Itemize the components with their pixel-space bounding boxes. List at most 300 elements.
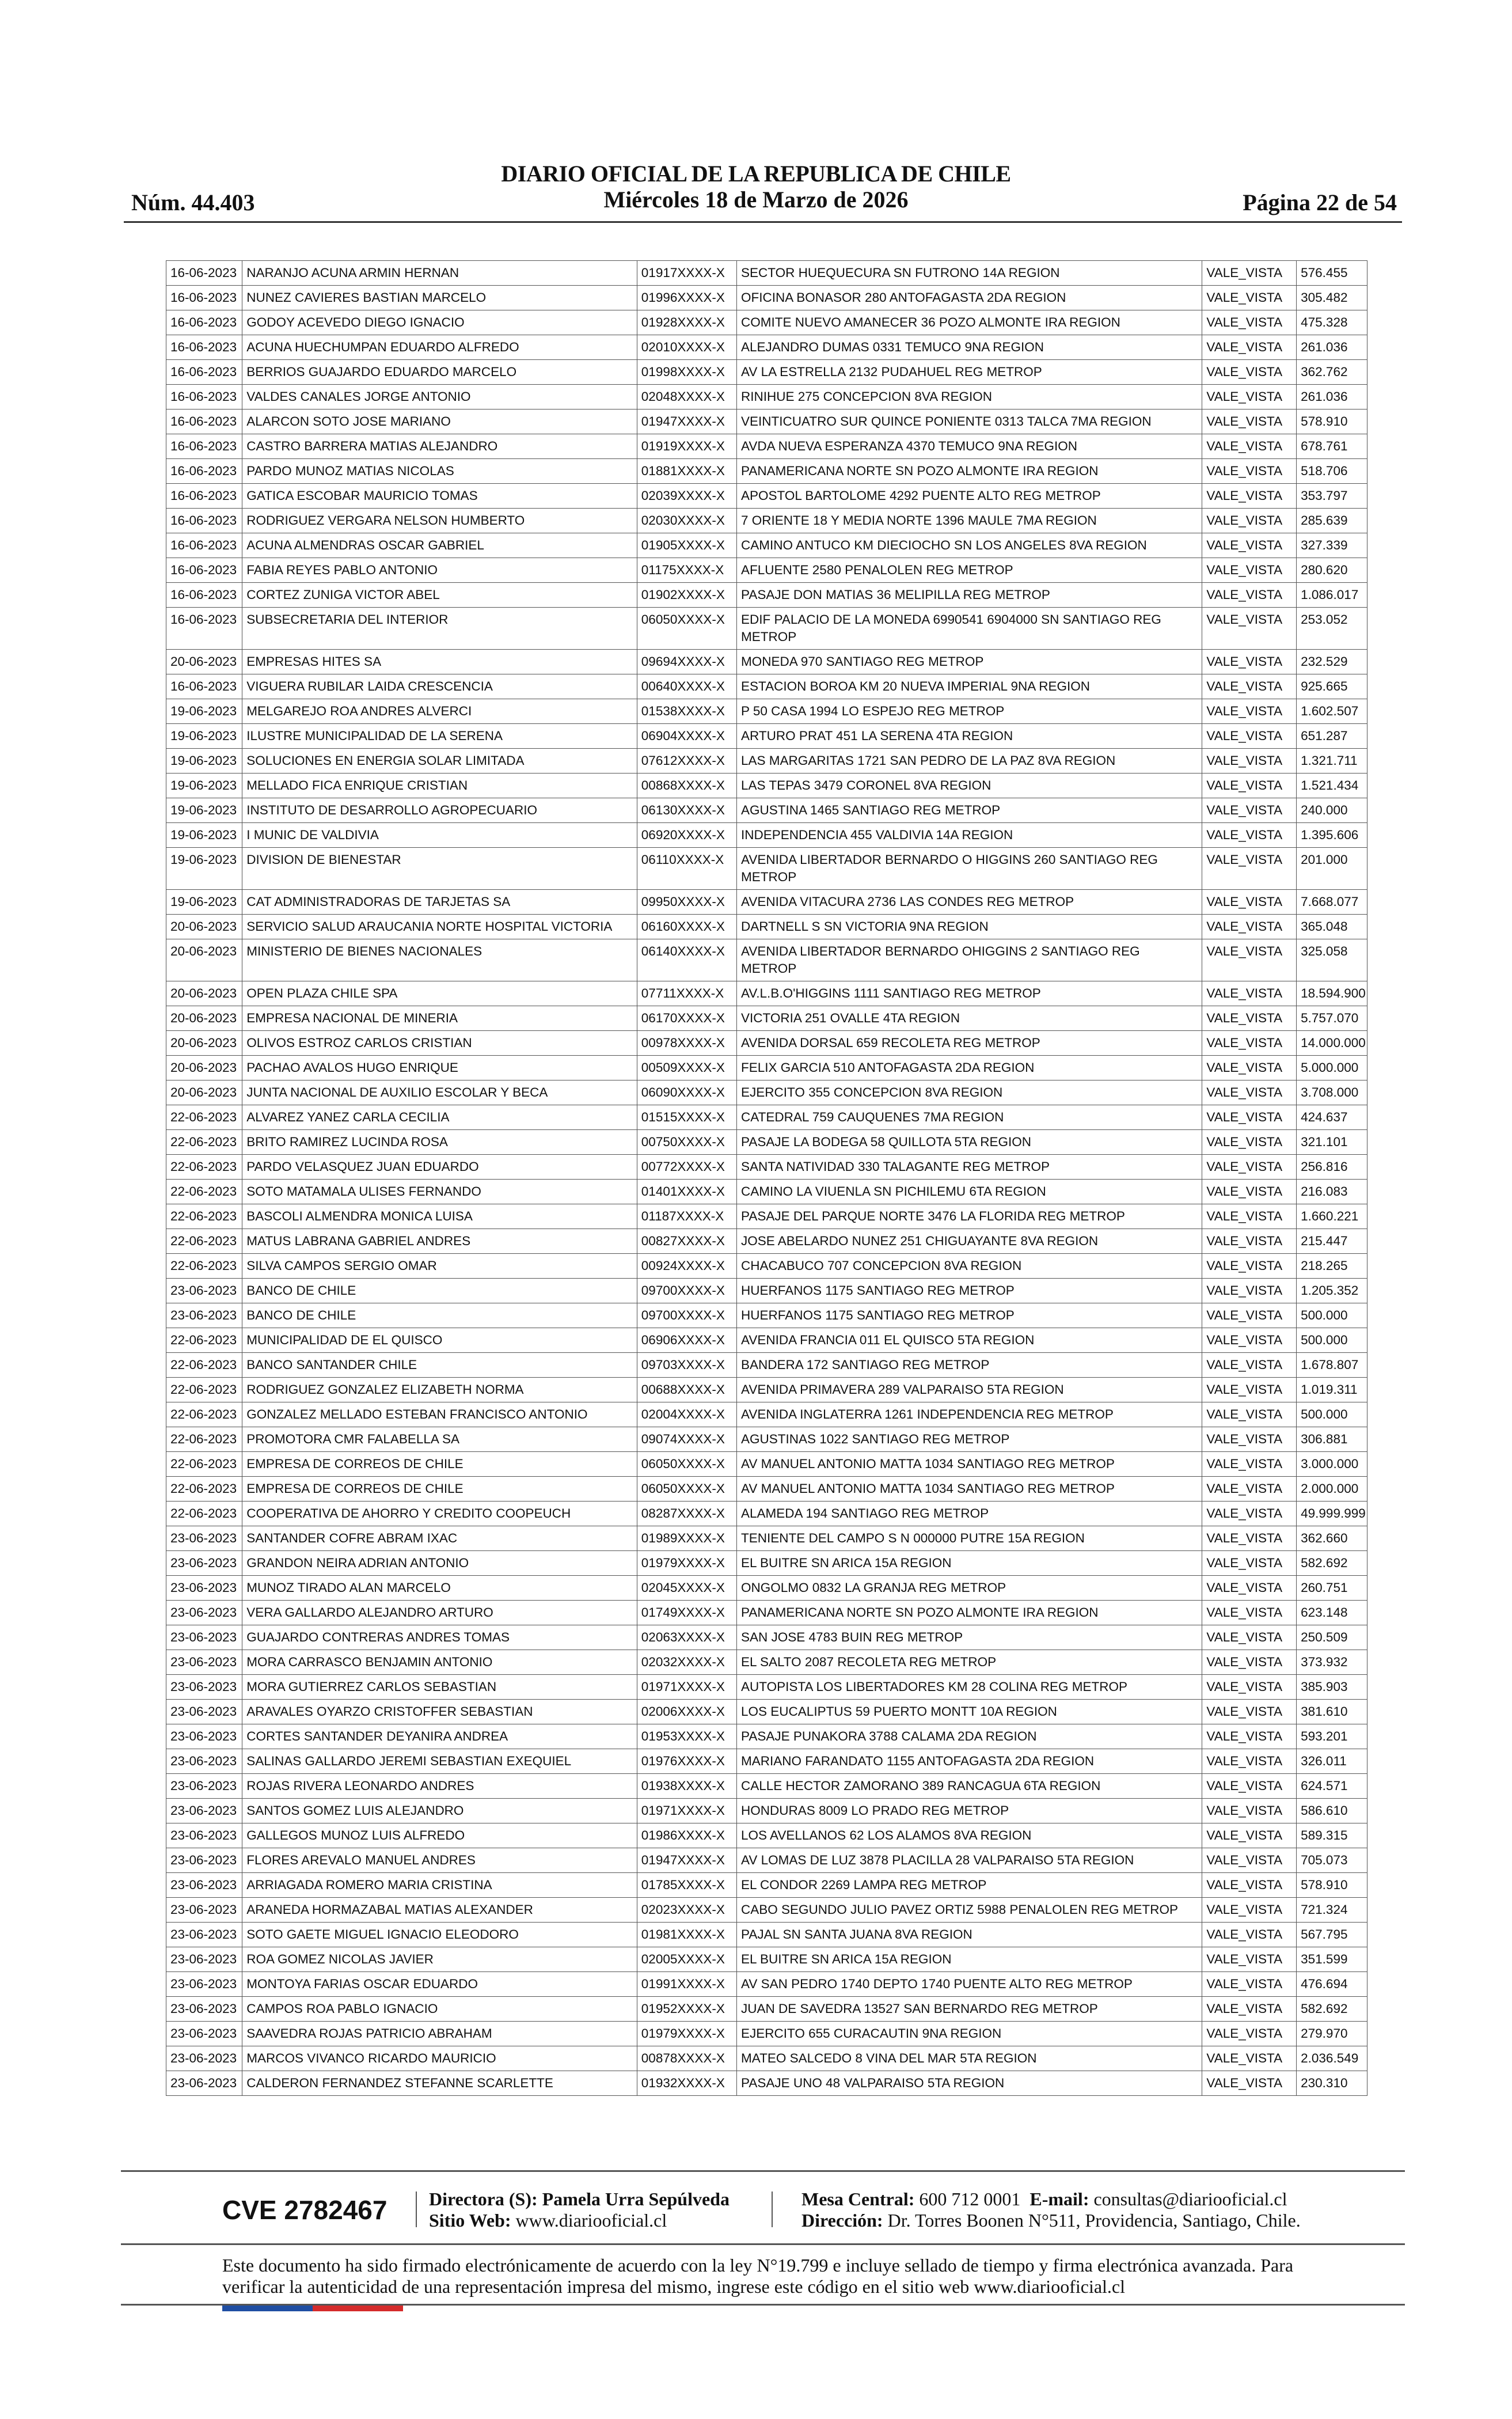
payment-type-cell: VALE_VISTA [1202, 1724, 1297, 1749]
address-cell: AV LOMAS DE LUZ 3878 PLACILLA 28 VALPARAISO 5TA REGION [737, 1848, 1202, 1873]
name-cell: VERA GALLARDO ALEJANDRO ARTURO [242, 1601, 637, 1625]
rut-cell: 01991XXXX-X [637, 1972, 736, 1997]
table-row [166, 699, 1367, 724]
amount-cell: 1.321.711 [1297, 749, 1367, 774]
address-cell: PASAJE UNO 48 VALPARAISO 5TA REGION [737, 2071, 1202, 2096]
address-cell: VEINTICUATRO SUR QUINCE PONIENTE 0313 TALCA 7MA REGION [737, 410, 1202, 434]
rut-cell: 06906XXXX-X [637, 1328, 736, 1353]
amount-cell: 256.816 [1297, 1155, 1367, 1180]
rut-cell: 00688XXXX-X [637, 1378, 736, 1402]
address-cell: EDIF PALACIO DE LA MONEDA 6990541 6904000 SN SANTIAGO REG METROP [737, 608, 1202, 650]
payment-type-cell: VALE_VISTA [1202, 2022, 1297, 2046]
table-row [166, 1848, 1367, 1873]
rut-cell: 01952XXXX-X [637, 1997, 736, 2022]
address-cell: EJERCITO 355 CONCEPCION 8VA REGION [737, 1080, 1202, 1105]
date-cell: 16-06-2023 [166, 509, 242, 533]
amount-cell: 705.073 [1297, 1848, 1367, 1873]
date-cell: 16-06-2023 [166, 434, 242, 459]
rut-cell: 06050XXXX-X [637, 1477, 736, 1502]
amount-cell: 351.599 [1297, 1947, 1367, 1972]
address-cell: EL BUITRE SN ARICA 15A REGION [737, 1551, 1202, 1576]
address-cell: AV LA ESTRELLA 2132 PUDAHUEL REG METROP [737, 360, 1202, 385]
name-cell: GALLEGOS MUNOZ LUIS ALFREDO [242, 1823, 637, 1848]
table-row [166, 558, 1367, 583]
rut-cell: 02006XXXX-X [637, 1700, 736, 1724]
rut-cell: 09703XXXX-X [637, 1353, 736, 1378]
rut-cell: 01979XXXX-X [637, 1551, 736, 1576]
amount-cell: 306.881 [1297, 1427, 1367, 1452]
amount-cell: 362.660 [1297, 1526, 1367, 1551]
address-cell: PASAJE PUNAKORA 3788 CALAMA 2DA REGION [737, 1724, 1202, 1749]
rut-cell: 06904XXXX-X [637, 724, 736, 749]
rut-cell: 06050XXXX-X [637, 1452, 736, 1477]
payment-type-cell: VALE_VISTA [1202, 1402, 1297, 1427]
amount-cell: 475.328 [1297, 310, 1367, 335]
amount-cell: 721.324 [1297, 1898, 1367, 1923]
table-row [166, 823, 1367, 848]
payment-type-cell: VALE_VISTA [1202, 385, 1297, 410]
name-cell: VALDES CANALES JORGE ANTONIO [242, 385, 637, 410]
payment-type-cell: VALE_VISTA [1202, 484, 1297, 509]
payment-type-cell: VALE_VISTA [1202, 360, 1297, 385]
name-cell: CAMPOS ROA PABLO IGNACIO [242, 1997, 637, 2022]
name-cell: CORTES SANTANDER DEYANIRA ANDREA [242, 1724, 637, 1749]
date-cell: 23-06-2023 [166, 1799, 242, 1823]
date-cell: 23-06-2023 [166, 1700, 242, 1724]
payment-type-cell: VALE_VISTA [1202, 724, 1297, 749]
flag-blue-band [222, 2306, 313, 2311]
name-cell: MUNOZ TIRADO ALAN MARCELO [242, 1576, 637, 1601]
date-cell: 23-06-2023 [166, 1749, 242, 1774]
payment-type-cell: VALE_VISTA [1202, 2071, 1297, 2096]
rut-cell: 01902XXXX-X [637, 583, 736, 608]
address-cell: AVENIDA VITACURA 2736 LAS CONDES REG METROP [737, 890, 1202, 915]
date-cell: 20-06-2023 [166, 939, 242, 981]
table-row [166, 2071, 1367, 2096]
name-cell: JUNTA NACIONAL DE AUXILIO ESCOLAR Y BECA [242, 1080, 637, 1105]
amount-cell: 567.795 [1297, 1923, 1367, 1947]
address-cell: ALEJANDRO DUMAS 0331 TEMUCO 9NA REGION [737, 335, 1202, 360]
amount-cell: 3.708.000 [1297, 1080, 1367, 1105]
table-row [166, 1774, 1367, 1799]
date-cell: 22-06-2023 [166, 1427, 242, 1452]
name-cell: NARANJO ACUNA ARMIN HERNAN [242, 261, 637, 286]
payment-type-cell: VALE_VISTA [1202, 261, 1297, 286]
date-cell: 23-06-2023 [166, 1997, 242, 2022]
address-cell: MONEDA 970 SANTIAGO REG METROP [737, 650, 1202, 674]
table-row [166, 1823, 1367, 1848]
date-cell: 23-06-2023 [166, 1923, 242, 1947]
date-cell: 16-06-2023 [166, 484, 242, 509]
table-row [166, 1997, 1367, 2022]
amount-cell: 500.000 [1297, 1328, 1367, 1353]
rut-cell: 02045XXXX-X [637, 1576, 736, 1601]
date-cell: 19-06-2023 [166, 749, 242, 774]
address-cell: ARTURO PRAT 451 LA SERENA 4TA REGION [737, 724, 1202, 749]
web-label: Sitio Web: [429, 2210, 511, 2231]
amount-cell: 279.970 [1297, 2022, 1367, 2046]
address-cell: PASAJE DON MATIAS 36 MELIPILLA REG METROP [737, 583, 1202, 608]
rut-cell: 01979XXXX-X [637, 2022, 736, 2046]
address-cell: CABO SEGUNDO JULIO PAVEZ ORTIZ 5988 PENALOLEN REG METROP [737, 1898, 1202, 1923]
amount-cell: 623.148 [1297, 1601, 1367, 1625]
date-cell: 16-06-2023 [166, 410, 242, 434]
date-cell: 22-06-2023 [166, 1502, 242, 1526]
payment-type-cell: VALE_VISTA [1202, 1229, 1297, 1254]
amount-cell: 373.932 [1297, 1650, 1367, 1675]
address-cell: BANDERA 172 SANTIAGO REG METROP [737, 1353, 1202, 1378]
rut-cell: 01187XXXX-X [637, 1204, 736, 1229]
date-cell: 22-06-2023 [166, 1452, 242, 1477]
date-cell: 23-06-2023 [166, 1898, 242, 1923]
name-cell: ARANEDA HORMAZABAL MATIAS ALEXANDER [242, 1898, 637, 1923]
name-cell: MELGAREJO ROA ANDRES ALVERCI [242, 699, 637, 724]
rut-cell: 01947XXXX-X [637, 410, 736, 434]
amount-cell: 3.000.000 [1297, 1452, 1367, 1477]
date-cell: 20-06-2023 [166, 650, 242, 674]
amount-cell: 321.101 [1297, 1130, 1367, 1155]
name-cell: PACHAO AVALOS HUGO ENRIQUE [242, 1056, 637, 1080]
date-cell: 22-06-2023 [166, 1130, 242, 1155]
name-cell: SOLUCIONES EN ENERGIA SOLAR LIMITADA [242, 749, 637, 774]
date-cell: 20-06-2023 [166, 1006, 242, 1031]
table-row [166, 261, 1367, 286]
amount-cell: 1.019.311 [1297, 1378, 1367, 1402]
name-cell: GUAJARDO CONTRERAS ANDRES TOMAS [242, 1625, 637, 1650]
rut-cell: 01515XXXX-X [637, 1105, 736, 1130]
name-cell: ILUSTRE MUNICIPALIDAD DE LA SERENA [242, 724, 637, 749]
payment-type-cell: VALE_VISTA [1202, 1799, 1297, 1823]
table-row [166, 1700, 1367, 1724]
date-cell: 22-06-2023 [166, 1155, 242, 1180]
address-cell: LOS AVELLANOS 62 LOS ALAMOS 8VA REGION [737, 1823, 1202, 1848]
amount-cell: 1.660.221 [1297, 1204, 1367, 1229]
address-cell: FELIX GARCIA 510 ANTOFAGASTA 2DA REGION [737, 1056, 1202, 1080]
name-cell: BRITO RAMIREZ LUCINDA ROSA [242, 1130, 637, 1155]
amount-cell: 240.000 [1297, 798, 1367, 823]
rut-cell: 01947XXXX-X [637, 1848, 736, 1873]
address-cell: EL CONDOR 2269 LAMPA REG METROP [737, 1873, 1202, 1898]
payment-type-cell: VALE_VISTA [1202, 1452, 1297, 1477]
rut-cell: 01971XXXX-X [637, 1675, 736, 1700]
amount-cell: 385.903 [1297, 1675, 1367, 1700]
table-row [166, 1328, 1367, 1353]
name-cell: EMPRESA DE CORREOS DE CHILE [242, 1452, 637, 1477]
amount-cell: 1.086.017 [1297, 583, 1367, 608]
amount-cell: 353.797 [1297, 484, 1367, 509]
address-cell: SAN JOSE 4783 BUIN REG METROP [737, 1625, 1202, 1650]
date-cell: 19-06-2023 [166, 699, 242, 724]
amount-cell: 5.757.070 [1297, 1006, 1367, 1031]
rut-cell: 09694XXXX-X [637, 650, 736, 674]
payment-type-cell: VALE_VISTA [1202, 1254, 1297, 1279]
rut-cell: 01905XXXX-X [637, 533, 736, 558]
address-cell: PAJAL SN SANTA JUANA 8VA REGION [737, 1923, 1202, 1947]
date-cell: 16-06-2023 [166, 310, 242, 335]
payment-type-cell: VALE_VISTA [1202, 1898, 1297, 1923]
name-cell: MARCOS VIVANCO RICARDO MAURICIO [242, 2046, 637, 2071]
amount-cell: 925.665 [1297, 674, 1367, 699]
name-cell: MORA GUTIERREZ CARLOS SEBASTIAN [242, 1675, 637, 1700]
address-cell: OFICINA BONASOR 280 ANTOFAGASTA 2DA REGION [737, 286, 1202, 310]
amount-cell: 216.083 [1297, 1180, 1367, 1204]
name-cell: CALDERON FERNANDEZ STEFANNE SCARLETTE [242, 2071, 637, 2096]
address-cell: PANAMERICANA NORTE SN POZO ALMONTE IRA REGION [737, 1601, 1202, 1625]
date-cell: 23-06-2023 [166, 1303, 242, 1328]
payment-type-cell: VALE_VISTA [1202, 1130, 1297, 1155]
address-cell: AV.L.B.O'HIGGINS 1111 SANTIAGO REG METROP [737, 981, 1202, 1006]
payment-type-cell: VALE_VISTA [1202, 2046, 1297, 2071]
director-label: Directora (S): [429, 2189, 538, 2209]
payment-type-cell: VALE_VISTA [1202, 459, 1297, 484]
table-row [166, 1675, 1367, 1700]
table-row [166, 848, 1367, 890]
table-row [166, 749, 1367, 774]
date-cell: 20-06-2023 [166, 1080, 242, 1105]
address-cell: TENIENTE DEL CAMPO S N 000000 PUTRE 15A REGION [737, 1526, 1202, 1551]
newspaper-title: DIARIO OFICIAL DE LA REPUBLICA DE CHILE [501, 161, 1011, 187]
rut-cell: 01986XXXX-X [637, 1823, 736, 1848]
issue-number: Núm. 44.403 [131, 189, 255, 215]
footer-top-divider [121, 2170, 1405, 2172]
address-cell: AVENIDA LIBERTADOR BERNARDO OHIGGINS 2 SANTIAGO REG METROP [737, 939, 1202, 981]
payment-type-cell: VALE_VISTA [1202, 699, 1297, 724]
date-cell: 16-06-2023 [166, 360, 242, 385]
footer-mid-divider [121, 2243, 1405, 2245]
date-cell: 19-06-2023 [166, 798, 242, 823]
payment-type-cell: VALE_VISTA [1202, 890, 1297, 915]
table-row [166, 1601, 1367, 1625]
payment-type-cell: VALE_VISTA [1202, 1056, 1297, 1080]
address-cell: PANAMERICANA NORTE SN POZO ALMONTE IRA REGION [737, 459, 1202, 484]
name-cell: DIVISION DE BIENESTAR [242, 848, 637, 890]
table-row [166, 509, 1367, 533]
rut-cell: 07612XXXX-X [637, 749, 736, 774]
payment-type-cell: VALE_VISTA [1202, 650, 1297, 674]
payment-type-cell: VALE_VISTA [1202, 798, 1297, 823]
date-cell: 22-06-2023 [166, 1402, 242, 1427]
date-cell: 23-06-2023 [166, 1972, 242, 1997]
name-cell: RODRIGUEZ GONZALEZ ELIZABETH NORMA [242, 1378, 637, 1402]
name-cell: SERVICIO SALUD ARAUCANIA NORTE HOSPITAL VICTORIA [242, 915, 637, 939]
address-cell: AVDA NUEVA ESPERANZA 4370 TEMUCO 9NA REGION [737, 434, 1202, 459]
rut-cell: 00827XXXX-X [637, 1229, 736, 1254]
rut-cell: 02030XXXX-X [637, 509, 736, 533]
table-row [166, 310, 1367, 335]
payment-type-cell: VALE_VISTA [1202, 1749, 1297, 1774]
amount-cell: 2.036.549 [1297, 2046, 1367, 2071]
issue-date: Miércoles 18 de Marzo de 2026 [603, 187, 909, 213]
table-row [166, 1923, 1367, 1947]
amount-cell: 250.509 [1297, 1625, 1367, 1650]
amount-cell: 1.602.507 [1297, 699, 1367, 724]
table-row [166, 1180, 1367, 1204]
amount-cell: 280.620 [1297, 558, 1367, 583]
payment-type-cell: VALE_VISTA [1202, 558, 1297, 583]
date-cell: 16-06-2023 [166, 558, 242, 583]
table-row [166, 583, 1367, 608]
address-cell: AFLUENTE 2580 PENALOLEN REG METROP [737, 558, 1202, 583]
payment-type-cell: VALE_VISTA [1202, 583, 1297, 608]
rut-cell: 02023XXXX-X [637, 1898, 736, 1923]
rut-cell: 01175XXXX-X [637, 558, 736, 583]
table-row [166, 1576, 1367, 1601]
address-cell: HUERFANOS 1175 SANTIAGO REG METROP [737, 1303, 1202, 1328]
date-cell: 23-06-2023 [166, 1279, 242, 1303]
address-cell: P 50 CASA 1994 LO ESPEJO REG METROP [737, 699, 1202, 724]
table-row [166, 1452, 1367, 1477]
amount-cell: 305.482 [1297, 286, 1367, 310]
amount-cell: 365.048 [1297, 915, 1367, 939]
name-cell: GODOY ACEVEDO DIEGO IGNACIO [242, 310, 637, 335]
date-cell: 19-06-2023 [166, 823, 242, 848]
payment-type-cell: VALE_VISTA [1202, 1997, 1297, 2022]
amount-cell: 260.751 [1297, 1576, 1367, 1601]
table-row [166, 650, 1367, 674]
payment-type-cell: VALE_VISTA [1202, 823, 1297, 848]
amount-cell: 586.610 [1297, 1799, 1367, 1823]
table-row [166, 434, 1367, 459]
date-cell: 23-06-2023 [166, 1526, 242, 1551]
name-cell: ACUNA ALMENDRAS OSCAR GABRIEL [242, 533, 637, 558]
name-cell: ALARCON SOTO JOSE MARIANO [242, 410, 637, 434]
rut-cell: 00868XXXX-X [637, 774, 736, 798]
payment-type-cell: VALE_VISTA [1202, 509, 1297, 533]
rut-cell: 00978XXXX-X [637, 1031, 736, 1056]
footer-contact-block [801, 2189, 1301, 2231]
date-cell: 23-06-2023 [166, 1774, 242, 1799]
rut-cell: 09700XXXX-X [637, 1303, 736, 1328]
name-cell: FLORES AREVALO MANUEL ANDRES [242, 1848, 637, 1873]
rut-cell: 06920XXXX-X [637, 823, 736, 848]
name-cell: MATUS LABRANA GABRIEL ANDRES [242, 1229, 637, 1254]
amount-cell: 18.594.900 [1297, 981, 1367, 1006]
table-row [166, 1749, 1367, 1774]
address-cell: CATEDRAL 759 CAUQUENES 7MA REGION [737, 1105, 1202, 1130]
address-cell: AVENIDA FRANCIA 011 EL QUISCO 5TA REGION [737, 1328, 1202, 1353]
name-cell: SANTOS GOMEZ LUIS ALEJANDRO [242, 1799, 637, 1823]
rut-cell: 00750XXXX-X [637, 1130, 736, 1155]
payment-type-cell: VALE_VISTA [1202, 608, 1297, 650]
address-cell: SECTOR HUEQUECURA SN FUTRONO 14A REGION [737, 261, 1202, 286]
rut-cell: 02004XXXX-X [637, 1402, 736, 1427]
amount-cell: 2.000.000 [1297, 1477, 1367, 1502]
rut-cell: 01538XXXX-X [637, 699, 736, 724]
address-cell: SANTA NATIVIDAD 330 TALAGANTE REG METROP [737, 1155, 1202, 1180]
name-cell: ARRIAGADA ROMERO MARIA CRISTINA [242, 1873, 637, 1898]
name-cell: MONTOYA FARIAS OSCAR EDUARDO [242, 1972, 637, 1997]
table-row [166, 1279, 1367, 1303]
name-cell: RODRIGUEZ VERGARA NELSON HUMBERTO [242, 509, 637, 533]
rut-cell: 01981XXXX-X [637, 1923, 736, 1947]
date-cell: 20-06-2023 [166, 1056, 242, 1080]
rut-cell: 01785XXXX-X [637, 1873, 736, 1898]
address-cell: 7 ORIENTE 18 Y MEDIA NORTE 1396 MAULE 7MA REGION [737, 509, 1202, 533]
signature-disclaimer: Este documento ha sido firmado electrónicamente de acuerdo con la ley N°19.799 e incluye sellado de tiempo y firma electrónica avanzada. Para verificar la autenticidad de una representación impresa del mismo, ingrese este código en el sitio web www.diariooficial.cl [222, 2255, 1294, 2297]
address-cell: COMITE NUEVO AMANECER 36 POZO ALMONTE IRA REGION [737, 310, 1202, 335]
table-row [166, 1031, 1367, 1056]
amount-cell: 678.761 [1297, 434, 1367, 459]
date-cell: 22-06-2023 [166, 1328, 242, 1353]
payment-type-cell: VALE_VISTA [1202, 286, 1297, 310]
payment-type-cell: VALE_VISTA [1202, 410, 1297, 434]
name-cell: EMPRESAS HITES SA [242, 650, 637, 674]
amount-cell: 582.692 [1297, 1997, 1367, 2022]
footer-director-block [429, 2189, 730, 2231]
table-row [166, 1006, 1367, 1031]
date-cell: 23-06-2023 [166, 1551, 242, 1576]
name-cell: CORTEZ ZUNIGA VICTOR ABEL [242, 583, 637, 608]
table-row [166, 1799, 1367, 1823]
payment-type-cell: VALE_VISTA [1202, 774, 1297, 798]
page-number: Página 22 de 54 [1243, 189, 1397, 215]
table-row [166, 1130, 1367, 1155]
table-row [166, 608, 1367, 650]
address-cell: CALLE HECTOR ZAMORANO 389 RANCAGUA 6TA REGION [737, 1774, 1202, 1799]
address-cell: ALAMEDA 194 SANTIAGO REG METROP [737, 1502, 1202, 1526]
rut-cell: 02063XXXX-X [637, 1625, 736, 1650]
name-cell: GONZALEZ MELLADO ESTEBAN FRANCISCO ANTONIO [242, 1402, 637, 1427]
rut-cell: 02005XXXX-X [637, 1947, 736, 1972]
table-row [166, 1526, 1367, 1551]
amount-cell: 381.610 [1297, 1700, 1367, 1724]
date-cell: 22-06-2023 [166, 1378, 242, 1402]
rut-cell: 01953XXXX-X [637, 1724, 736, 1749]
payment-type-cell: VALE_VISTA [1202, 1601, 1297, 1625]
date-cell: 16-06-2023 [166, 583, 242, 608]
name-cell: OPEN PLAZA CHILE SPA [242, 981, 637, 1006]
amount-cell: 500.000 [1297, 1402, 1367, 1427]
rut-cell: 01932XXXX-X [637, 2071, 736, 2096]
address-cell: AVENIDA LIBERTADOR BERNARDO O HIGGINS 260 SANTIAGO REG METROP [737, 848, 1202, 890]
address-cell: AVENIDA DORSAL 659 RECOLETA REG METROP [737, 1031, 1202, 1056]
payment-type-cell: VALE_VISTA [1202, 1972, 1297, 1997]
date-cell: 16-06-2023 [166, 459, 242, 484]
amount-cell: 424.637 [1297, 1105, 1367, 1130]
name-cell: I MUNIC DE VALDIVIA [242, 823, 637, 848]
payment-type-cell: VALE_VISTA [1202, 848, 1297, 890]
address-cell: EJERCITO 655 CURACAUTIN 9NA REGION [737, 2022, 1202, 2046]
date-cell: 22-06-2023 [166, 1254, 242, 1279]
rut-cell: 01917XXXX-X [637, 261, 736, 286]
table-row [166, 1080, 1367, 1105]
payment-type-cell: VALE_VISTA [1202, 1427, 1297, 1452]
payment-type-cell: VALE_VISTA [1202, 1031, 1297, 1056]
table-row [166, 335, 1367, 360]
table-row [166, 360, 1367, 385]
payments-table [166, 260, 1367, 2096]
payment-type-cell: VALE_VISTA [1202, 1353, 1297, 1378]
payment-type-cell: VALE_VISTA [1202, 1502, 1297, 1526]
address-cell: HUERFANOS 1175 SANTIAGO REG METROP [737, 1279, 1202, 1303]
address-cell: PASAJE LA BODEGA 58 QUILLOTA 5TA REGION [737, 1130, 1202, 1155]
table-row [166, 1254, 1367, 1279]
rut-cell: 09950XXXX-X [637, 890, 736, 915]
name-cell: CASTRO BARRERA MATIAS ALEJANDRO [242, 434, 637, 459]
rut-cell: 01998XXXX-X [637, 360, 736, 385]
table-row [166, 1303, 1367, 1328]
amount-cell: 500.000 [1297, 1303, 1367, 1328]
email-link[interactable]: consultas@diariooficial.cl [1093, 2189, 1287, 2209]
web-link[interactable]: www.diariooficial.cl [515, 2210, 667, 2231]
rut-cell: 00772XXXX-X [637, 1155, 736, 1180]
date-cell: 22-06-2023 [166, 1477, 242, 1502]
date-cell: 22-06-2023 [166, 1204, 242, 1229]
table-row [166, 915, 1367, 939]
address-cell: CAMINO LA VIUENLA SN PICHILEMU 6TA REGION [737, 1180, 1202, 1204]
payment-type-cell: VALE_VISTA [1202, 1700, 1297, 1724]
payment-type-cell: VALE_VISTA [1202, 1204, 1297, 1229]
